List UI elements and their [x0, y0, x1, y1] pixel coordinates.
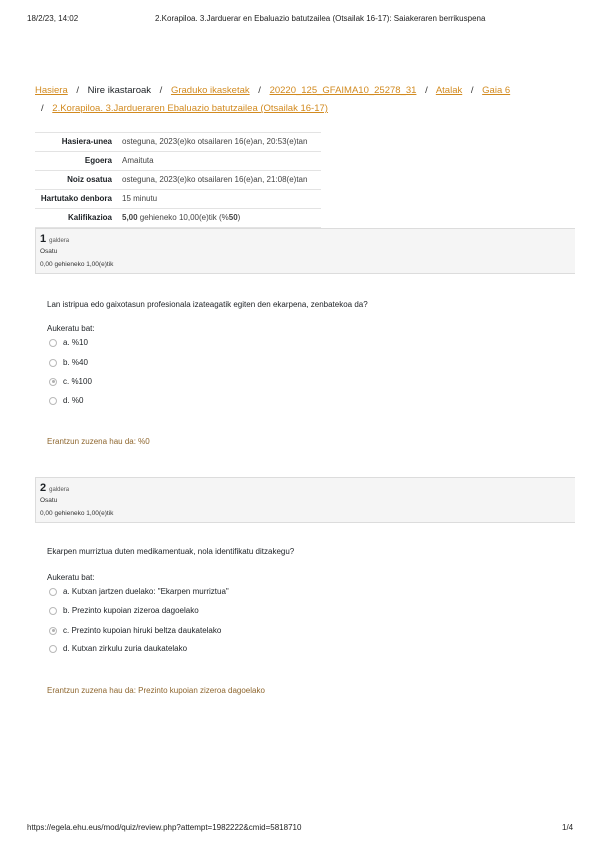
question-2-prompt: Aukeratu bat: — [47, 573, 95, 582]
breadcrumb-my-courses: Nire ikastaroak — [87, 85, 152, 96]
radio-button[interactable] — [49, 359, 57, 367]
question-1-prompt: Aukeratu bat: — [47, 324, 95, 333]
question-1-option-a[interactable] — [49, 338, 88, 347]
breadcrumb-separator: / — [159, 85, 163, 96]
radio-button[interactable] — [49, 339, 57, 347]
option-label: a. %10 — [63, 338, 88, 347]
question-1-text: Lan istripua edo gaixotasun profesionala izateagatik egiten den ekarpena, zenbatekoa da? — [47, 300, 368, 309]
breadcrumb-separator: / — [41, 103, 44, 114]
summary-label-grade: Kalifikazioa — [67, 213, 112, 222]
question-grade: 0,00 gehieneko 1,00(e)tik — [40, 510, 114, 517]
radio-button[interactable] — [49, 397, 57, 405]
summary-label-state: Egoera — [84, 156, 112, 165]
option-label: b. %40 — [63, 358, 88, 367]
summary-row — [35, 152, 321, 171]
question-1-info — [35, 228, 575, 274]
question-type-label: galdera — [49, 487, 70, 493]
summary-label-completed: Noiz osatua — [67, 175, 112, 184]
question-number — [40, 482, 69, 494]
breadcrumb-sections[interactable]: Atalak — [435, 85, 463, 96]
question-1-option-b[interactable] — [49, 358, 88, 367]
option-label: c. Prezinto kupoian hiruki beltza daukatelako — [63, 626, 222, 635]
question-number-value: 2 — [40, 482, 47, 494]
option-label: a. Kutxan jartzen duelako: "Ekarpen murriztua" — [63, 587, 229, 596]
summary-row — [35, 209, 321, 228]
breadcrumb-separator: / — [76, 85, 80, 96]
question-1-option-d[interactable] — [49, 396, 83, 405]
summary-row — [35, 133, 321, 152]
radio-button-selected[interactable] — [49, 378, 57, 386]
option-label: c. %100 — [63, 377, 92, 386]
print-title: 2.Korapiloa. 3.Jarduerar en Ebaluazio batutzailea (Otsailak 16-17): Saiakeraren berrikuspena — [155, 14, 486, 23]
radio-button[interactable] — [49, 645, 57, 653]
grade-end: ) — [237, 213, 241, 222]
breadcrumb-separator: / — [470, 85, 474, 96]
breadcrumb-course[interactable]: 20220_125_GFAIMA10_25278_31 — [269, 85, 417, 96]
attempt-summary-table — [35, 132, 321, 228]
question-2-info — [35, 477, 575, 523]
grade-percent: 50 — [228, 213, 238, 222]
question-state: Osatu — [40, 248, 58, 255]
breadcrumb-home[interactable]: Hasiera — [35, 85, 68, 96]
summary-value-state: Amaituta — [122, 156, 154, 165]
breadcrumb — [35, 85, 510, 96]
print-page-number: 1/4 — [562, 823, 574, 832]
option-label: b. Prezinto kupoian zizeroa dagoelako — [63, 606, 199, 615]
option-label: d. %0 — [63, 396, 84, 405]
question-2-right-answer: Erantzun zuzena hau da: Prezinto kupoian zizeroa dagoelako — [47, 686, 265, 695]
radio-button-selected[interactable] — [49, 627, 57, 635]
print-datetime: 18/2/23, 14:02 — [27, 14, 79, 23]
question-2-option-c[interactable] — [49, 626, 221, 635]
breadcrumb-topic[interactable]: Gaia 6 — [482, 85, 511, 96]
summary-label-time: Hartutako denbora — [40, 194, 112, 203]
radio-button[interactable] — [49, 588, 57, 596]
summary-label-started: Hasiera-unea — [61, 137, 112, 146]
question-1-right-answer: Erantzun zuzena hau da: %0 — [47, 437, 150, 446]
grade-score: 5,00 — [122, 213, 138, 222]
question-type-label: galdera — [49, 238, 70, 244]
question-number — [40, 233, 69, 245]
question-1-option-c[interactable] — [49, 377, 92, 386]
breadcrumb-quiz[interactable]: 2.Korapiloa. 3.Jardueraren Ebaluazio batutzailea (Otsailak 16-17) — [52, 103, 328, 114]
breadcrumb-separator: / — [258, 85, 261, 96]
grade-mid: gehieneko 10,00(e)tik (% — [137, 213, 229, 222]
summary-value-grade — [118, 209, 321, 228]
summary-row — [35, 171, 321, 190]
summary-row — [35, 190, 321, 209]
question-state: Osatu — [40, 497, 58, 504]
question-2-option-d[interactable] — [49, 644, 187, 653]
question-number-value: 1 — [40, 233, 47, 245]
summary-value-started: osteguna, 2023(e)ko otsailaren 16(e)an, 20:53(e)tan — [122, 137, 308, 146]
question-2-option-a[interactable] — [49, 587, 229, 596]
radio-button[interactable] — [49, 607, 57, 615]
question-2-text: Ekarpen murriztua duten medikamentuak, nola identifikatu ditzakegu? — [47, 547, 295, 556]
question-grade: 0,00 gehieneko 1,00(e)tik — [40, 261, 114, 268]
breadcrumb-line2 — [41, 103, 328, 114]
breadcrumb-separator: / — [425, 85, 428, 96]
summary-value-time: 15 minutu — [122, 194, 158, 203]
breadcrumb-degree[interactable]: Graduko ikasketak — [170, 85, 250, 96]
option-label: d. Kutxan zirkulu zuria daukatelako — [63, 644, 188, 653]
question-2-option-b[interactable] — [49, 606, 199, 615]
print-url: https://egela.ehu.eus/mod/quiz/review.php?attempt=1982222&cmid=5818710 — [27, 823, 302, 832]
summary-value-completed: osteguna, 2023(e)ko otsailaren 16(e)an, 21:08(e)tan — [122, 175, 308, 184]
